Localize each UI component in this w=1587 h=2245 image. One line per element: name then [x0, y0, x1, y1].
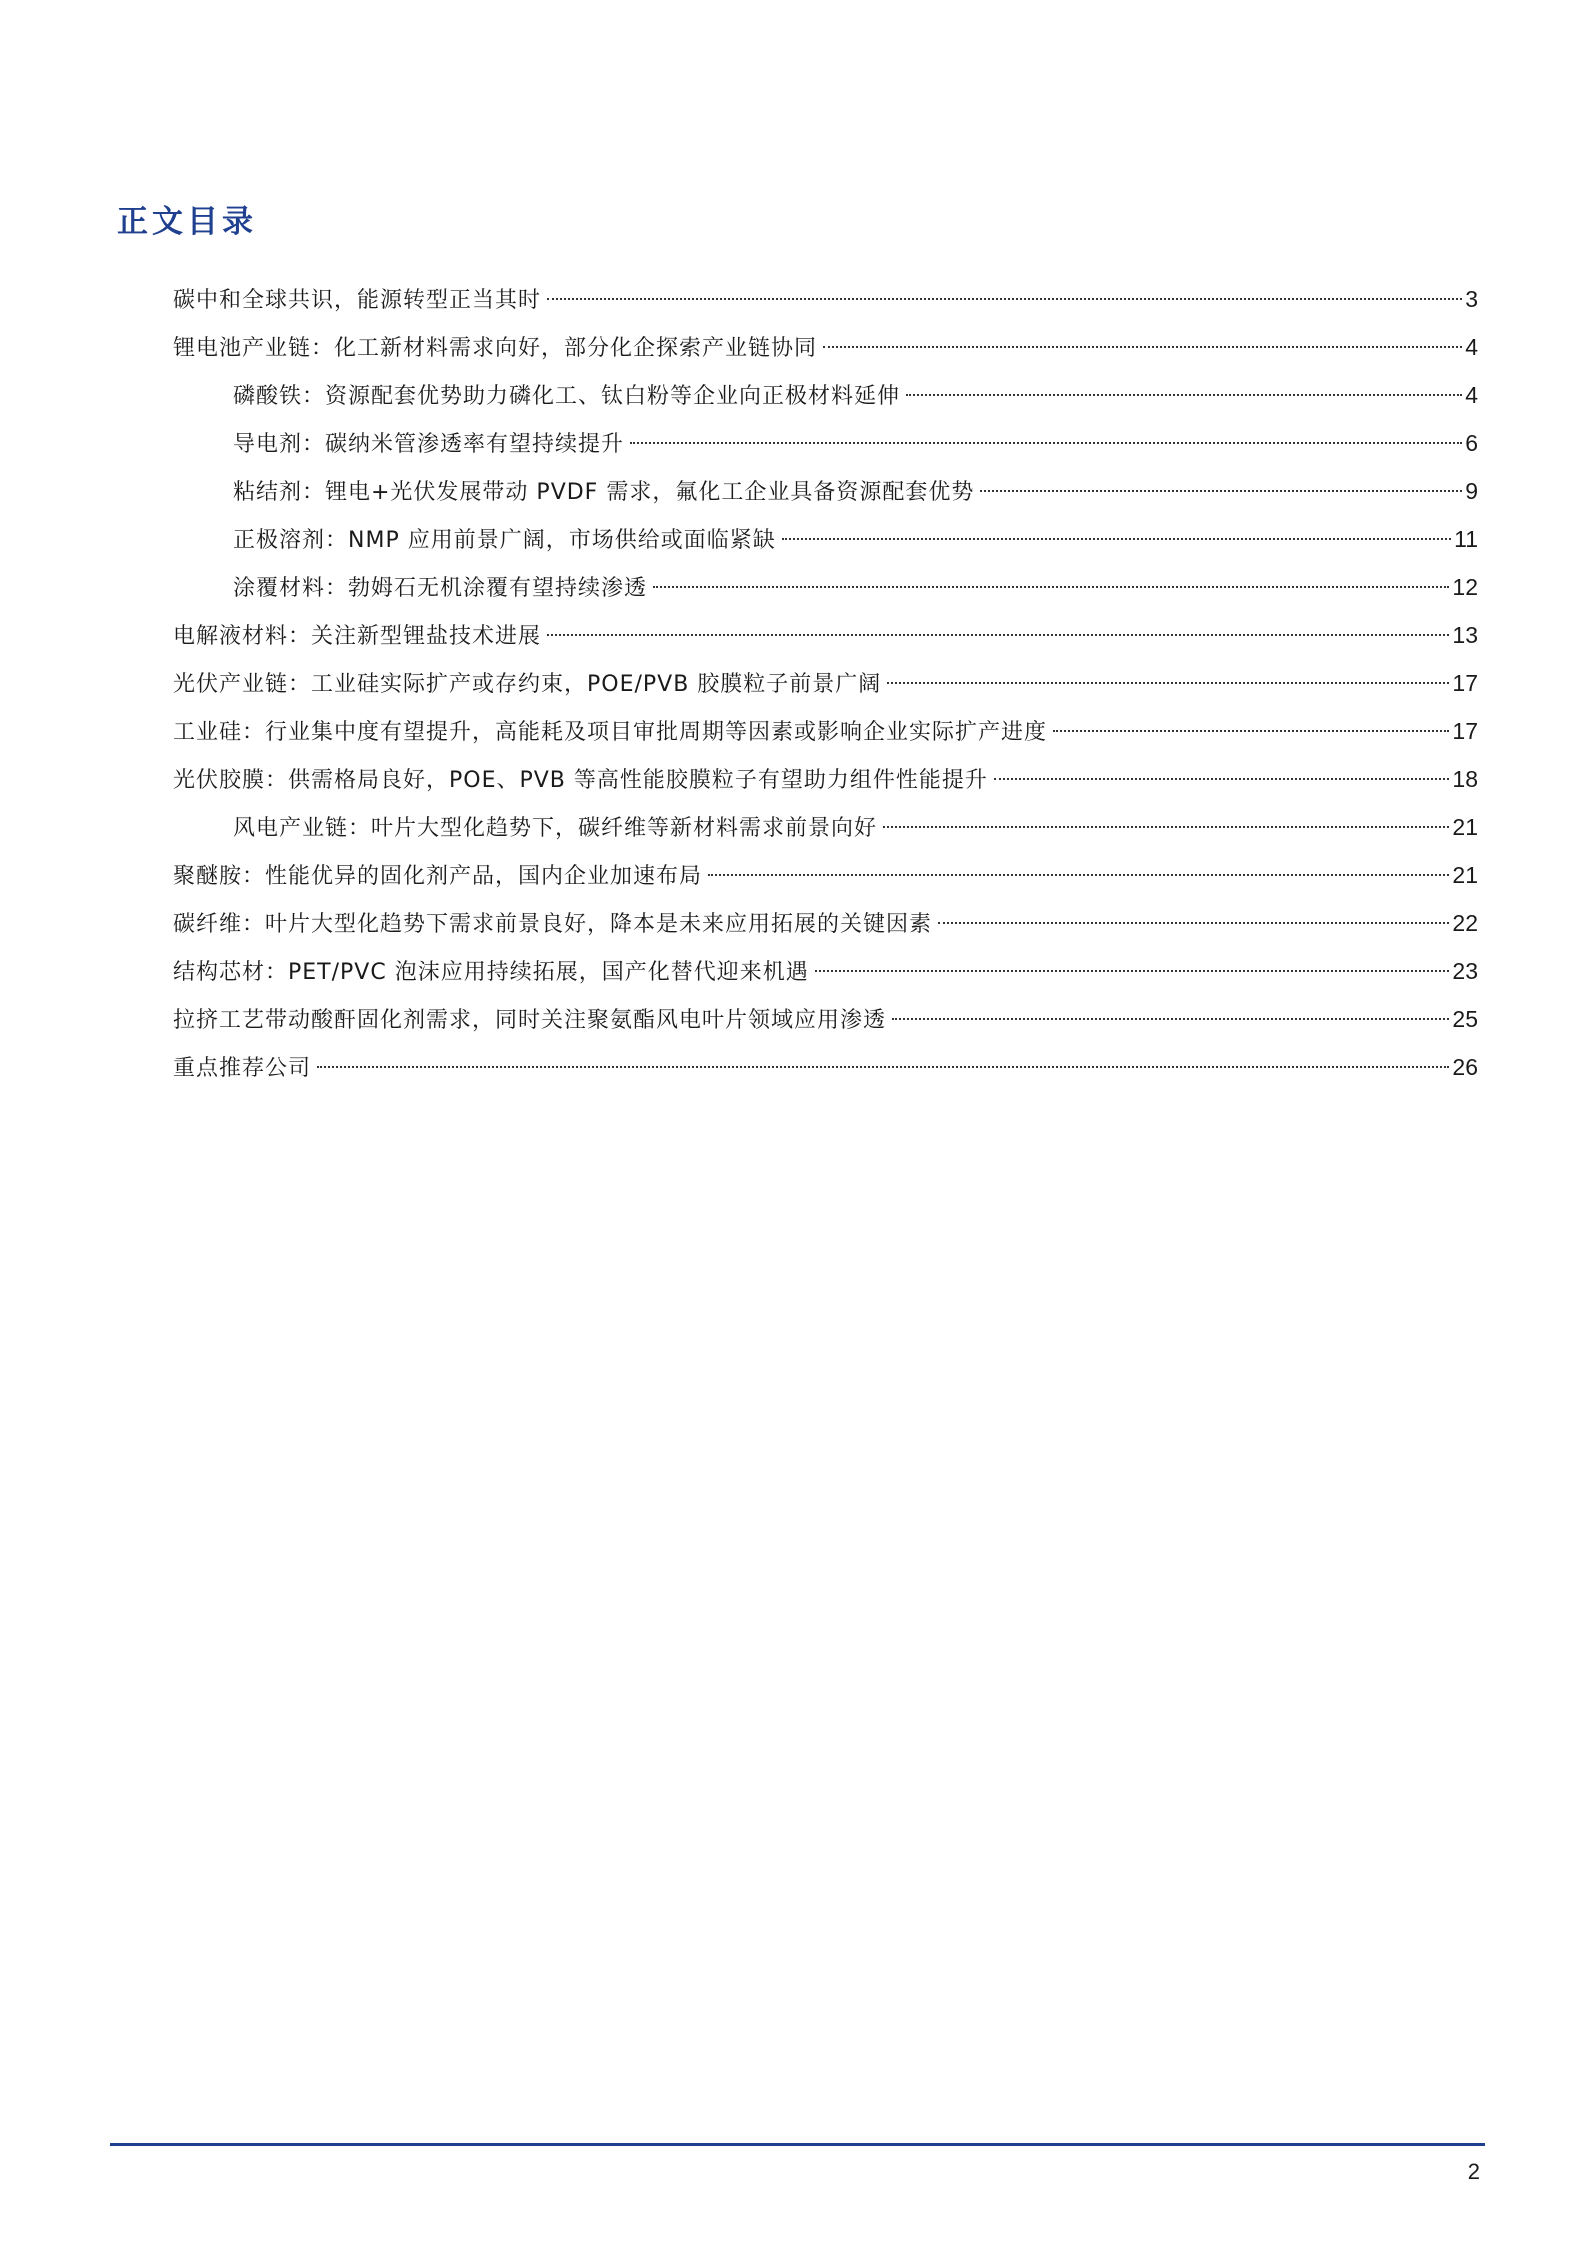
toc-entry[interactable]	[173, 659, 1478, 707]
toc-entry-title: 电解液材料：关注新型锂盐技术进展	[173, 624, 542, 649]
toc-dot-leader	[815, 970, 1450, 972]
toc-entry-title: 工业硅：行业集中度有望提升，高能耗及项目审批周期等因素或影响企业实际扩产进度	[173, 720, 1048, 745]
toc-entry-page: 6	[1465, 430, 1478, 456]
toc-entry-page: 18	[1452, 766, 1478, 792]
toc-entry-page: 9	[1465, 478, 1478, 504]
toc-entry-title: 碳中和全球共识，能源转型正当其时	[173, 288, 542, 313]
toc-entry[interactable]	[173, 899, 1478, 947]
toc-dot-leader	[887, 682, 1449, 684]
toc-entry[interactable]	[173, 707, 1478, 755]
toc-entry-title: 磷酸铁：资源配套优势助力磷化工、钛白粉等企业向正极材料延伸	[233, 384, 901, 409]
toc-entry[interactable]	[173, 851, 1478, 899]
toc-dot-leader	[708, 874, 1449, 876]
toc-entry-title: 结构芯材：PET/PVC 泡沫应用持续拓展，国产化替代迎来机遇	[173, 960, 809, 985]
toc-entry[interactable]	[173, 947, 1478, 995]
toc-entry-page: 21	[1452, 862, 1478, 888]
toc-entry-title: 涂覆材料：勃姆石无机涂覆有望持续渗透	[233, 576, 648, 601]
toc-entry[interactable]	[173, 755, 1478, 803]
toc-entry-title: 光伏胶膜：供需格局良好，POE、PVB 等高性能胶膜粒子有望助力组件性能提升	[173, 768, 988, 793]
toc-entry-title: 拉挤工艺带动酸酐固化剂需求，同时关注聚氨酯风电叶片领域应用渗透	[173, 1008, 887, 1033]
toc-entry-page: 25	[1452, 1006, 1478, 1032]
toc-entry-title: 重点推荐公司	[173, 1056, 312, 1081]
toc-dot-leader	[1053, 730, 1449, 732]
toc-entry[interactable]	[173, 371, 1478, 419]
toc-list	[173, 275, 1478, 1091]
toc-entry[interactable]	[173, 563, 1478, 611]
toc-dot-leader	[782, 538, 1451, 540]
toc-dot-leader	[994, 778, 1450, 780]
toc-entry-page: 4	[1465, 334, 1478, 360]
toc-entry-page: 11	[1454, 526, 1478, 552]
toc-entry-title: 风电产业链：叶片大型化趋势下，碳纤维等新材料需求前景向好	[233, 816, 878, 841]
toc-dot-leader	[653, 586, 1449, 588]
toc-entry[interactable]	[173, 419, 1478, 467]
toc-entry-page: 3	[1465, 286, 1478, 312]
toc-entry[interactable]	[173, 803, 1478, 851]
toc-entry-page: 13	[1452, 622, 1478, 648]
toc-entry-page: 23	[1452, 958, 1478, 984]
toc-entry[interactable]	[173, 611, 1478, 659]
toc-entry-page: 22	[1452, 910, 1478, 936]
toc-entry-page: 21	[1452, 814, 1478, 840]
toc-title: 正文目录	[117, 204, 257, 240]
toc-entry[interactable]	[173, 467, 1478, 515]
toc-entry-page: 26	[1452, 1054, 1478, 1080]
toc-entry-title: 光伏产业链：工业硅实际扩产或存约束，POE/PVB 胶膜粒子前景广阔	[173, 672, 882, 697]
toc-entry[interactable]	[173, 275, 1478, 323]
toc-dot-leader	[823, 346, 1462, 348]
toc-entry-title: 碳纤维：叶片大型化趋势下需求前景良好，降本是未来应用拓展的关键因素	[173, 912, 933, 937]
toc-entry-page: 17	[1452, 670, 1478, 696]
toc-entry-title: 聚醚胺：性能优异的固化剂产品，国内企业加速布局	[173, 864, 703, 889]
toc-entry-title: 粘结剂：锂电+光伏发展带动 PVDF 需求，氟化工企业具备资源配套优势	[233, 480, 975, 505]
toc-entry-title: 正极溶剂：NMP 应用前景广阔，市场供给或面临紧缺	[233, 528, 776, 553]
toc-entry[interactable]	[173, 1043, 1478, 1091]
toc-dot-leader	[892, 1018, 1449, 1020]
toc-entry-page: 4	[1465, 382, 1478, 408]
toc-dot-leader	[883, 826, 1449, 828]
toc-entry[interactable]	[173, 515, 1478, 563]
footer-rule	[110, 2143, 1485, 2146]
page-number: 2	[1467, 2159, 1480, 2184]
toc-dot-leader	[938, 922, 1449, 924]
toc-entry[interactable]	[173, 323, 1478, 371]
toc-dot-leader	[547, 634, 1449, 636]
toc-entry-page: 17	[1452, 718, 1478, 744]
toc-dot-leader	[317, 1066, 1449, 1068]
toc-dot-leader	[906, 394, 1462, 396]
toc-entry-title: 锂电池产业链：化工新材料需求向好，部分化企探索产业链协同	[173, 336, 818, 361]
toc-entry-page: 12	[1452, 574, 1478, 600]
toc-dot-leader	[980, 490, 1462, 492]
toc-dot-leader	[630, 442, 1462, 444]
toc-dot-leader	[547, 298, 1462, 300]
toc-entry-title: 导电剂：碳纳米管渗透率有望持续提升	[233, 432, 625, 457]
toc-entry[interactable]	[173, 995, 1478, 1043]
